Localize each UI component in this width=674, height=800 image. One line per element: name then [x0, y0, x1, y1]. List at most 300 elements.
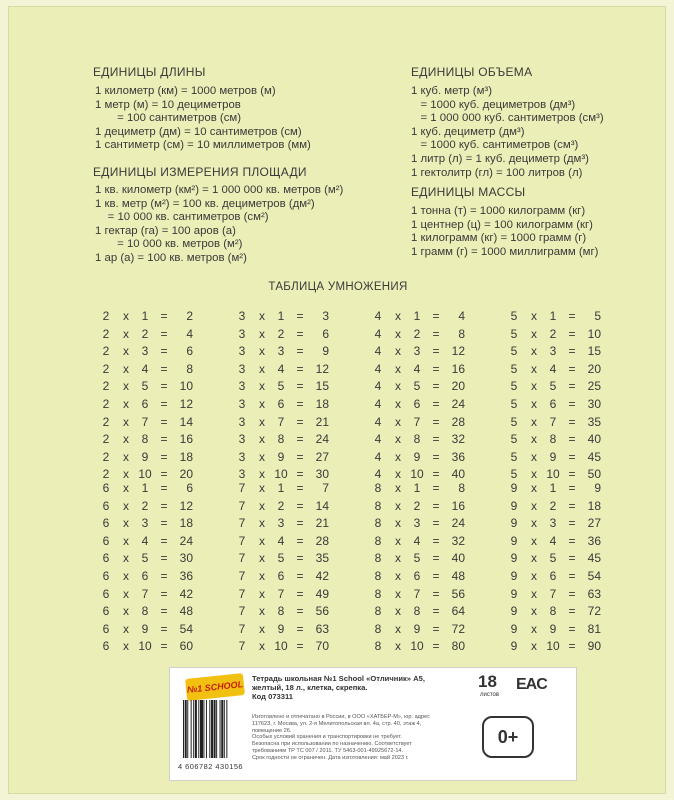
equals-sign: =	[160, 396, 168, 411]
multiplier: 3	[141, 516, 149, 531]
times-sign: x	[123, 467, 129, 482]
equals-sign: =	[296, 432, 304, 447]
equals-sign: =	[160, 449, 168, 464]
text-line: Безопасна при использовании по назначению. Соответствует	[252, 741, 412, 748]
multiplication-row	[101, 327, 197, 345]
multiplication-row	[509, 534, 605, 552]
multiplicand: 7	[238, 604, 246, 619]
text-line: 1 грамм (г) = 1000 миллиграмм (мг)	[411, 245, 599, 258]
length-units-title: ЕДИНИЦЫ ДЛИНЫ	[93, 65, 206, 79]
times-sign: x	[259, 516, 265, 531]
equals-sign: =	[296, 604, 304, 619]
equals-sign: =	[296, 379, 304, 394]
equals-sign: =	[568, 467, 576, 482]
equals-sign: =	[432, 467, 440, 482]
product: 48	[451, 568, 465, 583]
multiplier: 8	[549, 432, 557, 447]
equals-sign: =	[432, 533, 440, 548]
text-line: = 1000 куб. дециметров (дм³)	[411, 98, 576, 111]
multiplier: 10	[546, 639, 560, 654]
multiplicand: 6	[102, 568, 110, 583]
multiplicand: 4	[374, 414, 382, 429]
multiplicand: 6	[102, 604, 110, 619]
times-sign: x	[259, 498, 265, 513]
multiplicand: 4	[374, 344, 382, 359]
times-sign: x	[123, 361, 129, 376]
times-sign: x	[123, 498, 129, 513]
times-sign: x	[259, 309, 265, 323]
times-sign: x	[531, 396, 537, 411]
equals-sign: =	[568, 432, 576, 447]
text-line: 1 кв. километр (км²) = 1 000 000 кв. метров (м²)	[95, 184, 344, 196]
text-line: 1 метр (м) = 10 дециметров	[95, 98, 241, 111]
multiplier: 5	[413, 551, 421, 566]
multiplier: 1	[277, 309, 285, 323]
multiplicand: 8	[374, 533, 382, 548]
product: 27	[587, 516, 601, 531]
text-line: 117623, г. Москва, ул. 2-я Мелитопольская вл. 4а, стр. 40, этаж 4,	[252, 720, 422, 727]
multiplier: 1	[141, 309, 149, 323]
multiplier: 2	[413, 326, 421, 341]
multiplication-row	[373, 415, 469, 433]
product: 27	[315, 449, 329, 464]
multiplication-row	[101, 516, 197, 534]
multiplier: 6	[413, 396, 421, 411]
multiplication-row	[101, 534, 197, 552]
product: 81	[587, 621, 601, 636]
multiplier: 8	[141, 432, 149, 447]
equals-sign: =	[568, 604, 576, 619]
multiplier: 2	[277, 498, 285, 513]
multiplication-row	[237, 379, 333, 397]
times-sign: x	[259, 604, 265, 619]
multiplication-row	[237, 499, 333, 517]
multiplicand: 3	[238, 449, 246, 464]
multiplication-row	[101, 499, 197, 517]
times-table-5	[509, 309, 605, 485]
equals-sign: =	[296, 639, 304, 654]
product: 18	[179, 449, 193, 464]
multiplication-row	[373, 551, 469, 569]
product-label	[169, 667, 577, 781]
multiplier: 4	[277, 533, 285, 548]
multiplication-row	[509, 309, 605, 327]
times-sign: x	[123, 449, 129, 464]
multiplicand: 2	[102, 361, 110, 376]
multiplicand: 6	[102, 639, 110, 654]
text-line: 1 гектар (га) = 100 аров (а)	[95, 224, 236, 237]
times-sign: x	[123, 516, 129, 531]
equals-sign: =	[296, 467, 304, 482]
product: 12	[451, 344, 465, 359]
times-sign: x	[259, 568, 265, 583]
text-line: 1 километр (км) = 1000 метров (м)	[95, 85, 276, 97]
equals-sign: =	[160, 432, 168, 447]
text-line: = 1 000 000 куб. сантиметров (см³)	[411, 112, 604, 125]
times-sign: x	[123, 432, 129, 447]
product: 15	[315, 379, 329, 394]
multiplier: 5	[413, 379, 421, 394]
times-sign: x	[123, 326, 129, 341]
multiplicand: 5	[510, 326, 518, 341]
multiplication-row	[237, 309, 333, 327]
times-table-7	[237, 481, 333, 657]
multiplication-row	[373, 327, 469, 345]
product: 8	[458, 326, 465, 341]
multiplication-row	[373, 534, 469, 552]
times-sign: x	[123, 604, 129, 619]
times-sign: x	[123, 586, 129, 601]
product: 10	[179, 379, 193, 394]
equals-sign: =	[568, 621, 576, 636]
text-line: 1 килограмм (кг) = 1000 грамм (г)	[411, 232, 587, 245]
equals-sign: =	[432, 481, 440, 495]
product: 4	[458, 309, 465, 323]
multiplication-row	[101, 415, 197, 433]
product: 6	[186, 481, 193, 495]
multiplicand: 3	[238, 344, 246, 359]
multiplicand: 8	[374, 516, 382, 531]
product: 24	[315, 432, 329, 447]
times-sign: x	[395, 621, 401, 636]
multiplication-row	[373, 344, 469, 362]
multiplication-row	[237, 432, 333, 450]
product: 25	[587, 379, 601, 394]
times-sign: x	[123, 309, 129, 323]
equals-sign: =	[296, 396, 304, 411]
multiplier: 6	[277, 568, 285, 583]
equals-sign: =	[160, 344, 168, 359]
multiplier: 6	[277, 396, 285, 411]
multiplicand: 7	[238, 533, 246, 548]
product: 8	[458, 481, 465, 495]
multiplicand: 4	[374, 449, 382, 464]
product-title	[252, 674, 462, 702]
times-table-9	[509, 481, 605, 657]
multiplicand: 2	[102, 414, 110, 429]
multiplication-row	[373, 379, 469, 397]
times-sign: x	[531, 309, 537, 323]
multiplicand: 7	[238, 516, 246, 531]
equals-sign: =	[160, 498, 168, 513]
equals-sign: =	[296, 326, 304, 341]
multiplication-row	[237, 604, 333, 622]
product: 20	[587, 361, 601, 376]
multiplier: 1	[141, 481, 149, 495]
multiplication-row	[509, 622, 605, 640]
multiplication-row	[509, 499, 605, 517]
multiplication-row	[509, 362, 605, 380]
equals-sign: =	[568, 498, 576, 513]
equals-sign: =	[160, 414, 168, 429]
multiplier: 5	[141, 551, 149, 566]
multiplier: 10	[274, 467, 288, 482]
times-sign: x	[259, 586, 265, 601]
product: 63	[315, 621, 329, 636]
multiplication-row	[373, 450, 469, 468]
multiplicand: 9	[510, 621, 518, 636]
product: 14	[315, 498, 329, 513]
multiplication-row	[101, 379, 197, 397]
equals-sign: =	[160, 467, 168, 482]
multiplicand: 5	[510, 396, 518, 411]
times-sign: x	[395, 568, 401, 583]
times-sign: x	[395, 516, 401, 531]
multiplication-row	[509, 516, 605, 534]
equals-sign: =	[568, 344, 576, 359]
product: 15	[587, 344, 601, 359]
text-line: = 10 000 кв. сантиметров (см²)	[95, 211, 269, 224]
equals-sign: =	[296, 481, 304, 495]
equals-sign: =	[432, 344, 440, 359]
multiplicand: 5	[510, 449, 518, 464]
multiplication-row	[509, 551, 605, 569]
multiplication-row	[101, 551, 197, 569]
multiplicand: 6	[102, 551, 110, 566]
multiplier: 9	[549, 449, 557, 464]
multiplier: 4	[277, 361, 285, 376]
multiplication-row	[509, 450, 605, 468]
mass-units-title: ЕДИНИЦЫ МАССЫ	[411, 185, 526, 199]
product: 24	[451, 396, 465, 411]
multiplication-row	[237, 569, 333, 587]
text-line: требованиям ТР ТС 007 / 2011. ТУ 5463-001-49925672-14.	[252, 747, 404, 754]
equals-sign: =	[568, 533, 576, 548]
multiplier: 2	[413, 498, 421, 513]
multiplier: 4	[413, 533, 421, 548]
equals-sign: =	[568, 396, 576, 411]
equals-sign: =	[432, 621, 440, 636]
product: 24	[179, 533, 193, 548]
times-sign: x	[395, 639, 401, 654]
multiplier: 7	[277, 586, 285, 601]
multiplicand: 8	[374, 604, 382, 619]
equals-sign: =	[568, 379, 576, 394]
multiplicand: 8	[374, 568, 382, 583]
text-line: 1 куб. метр (м³)	[411, 85, 493, 97]
times-sign: x	[395, 326, 401, 341]
multiplicand: 8	[374, 481, 382, 495]
times-table-6	[101, 481, 197, 657]
multiplicand: 9	[510, 516, 518, 531]
times-sign: x	[123, 621, 129, 636]
times-sign: x	[259, 533, 265, 548]
text-line: 1 куб. дециметр (дм³)	[411, 125, 525, 138]
multiplier: 3	[549, 344, 557, 359]
multiplication-row	[101, 397, 197, 415]
multiplicand: 9	[510, 533, 518, 548]
equals-sign: =	[296, 361, 304, 376]
product: 18	[315, 396, 329, 411]
times-sign: x	[259, 481, 265, 495]
multiplication-row	[509, 604, 605, 622]
times-sign: x	[259, 361, 265, 376]
text-line: = 10 000 кв. метров (м²)	[95, 238, 243, 251]
sheets-label: листов	[480, 692, 500, 698]
multiplier: 8	[549, 604, 557, 619]
multiplier: 8	[413, 432, 421, 447]
equals-sign: =	[568, 414, 576, 429]
multiplier: 2	[141, 326, 149, 341]
product: 56	[315, 604, 329, 619]
product: 20	[179, 467, 193, 482]
equals-sign: =	[432, 551, 440, 566]
multiplication-row	[101, 622, 197, 640]
multiplier: 3	[277, 344, 285, 359]
multiplier: 7	[141, 586, 149, 601]
multiplication-row	[101, 569, 197, 587]
product: 10	[587, 326, 601, 341]
times-table-8	[373, 481, 469, 657]
product: 14	[179, 414, 193, 429]
product: 9	[594, 481, 601, 495]
equals-sign: =	[432, 361, 440, 376]
multiplier: 10	[138, 467, 152, 482]
product: 8	[186, 361, 193, 376]
multiplier: 2	[141, 498, 149, 513]
equals-sign: =	[432, 379, 440, 394]
multiplicand: 2	[102, 344, 110, 359]
multiplier: 10	[138, 639, 152, 654]
text-line: Изготовлено и отпечатано в России, в ООО «ХАТБЕР-М», юр. адрес	[252, 714, 430, 720]
multiplier: 7	[413, 414, 421, 429]
multiplicand: 4	[374, 379, 382, 394]
equals-sign: =	[296, 309, 304, 323]
multiplicand: 4	[374, 396, 382, 411]
multiplicand: 8	[374, 639, 382, 654]
multiplication-row	[373, 622, 469, 640]
multiplier: 9	[277, 449, 285, 464]
times-table-2	[101, 309, 197, 485]
times-sign: x	[531, 604, 537, 619]
product: 18	[587, 498, 601, 513]
text-line: Код 073311	[252, 692, 294, 702]
product: 54	[587, 568, 601, 583]
multiplication-row	[101, 481, 197, 499]
multiplication-row	[237, 622, 333, 640]
multiplicand: 5	[510, 432, 518, 447]
product: 7	[322, 481, 329, 495]
area-units-list	[95, 184, 343, 266]
product: 16	[451, 498, 465, 513]
area-units-title: ЕДИНИЦЫ ИЗМЕРЕНИЯ ПЛОЩАДИ	[93, 165, 307, 179]
multiplier: 7	[413, 586, 421, 601]
multiplication-table-title: ТАБЛИЦА УМНОЖЕНИЯ	[268, 281, 408, 293]
product: 21	[315, 516, 329, 531]
multiplication-row	[237, 344, 333, 362]
brand-logo: №1 SCHOOL	[185, 673, 245, 701]
multiplicand: 3	[238, 326, 246, 341]
multiplication-row	[373, 604, 469, 622]
multiplication-row	[509, 397, 605, 415]
text-line: Особых условий хранения и транспортировки не требует.	[252, 734, 402, 741]
multiplication-row	[101, 639, 197, 657]
multiplier: 10	[410, 639, 424, 654]
product: 35	[315, 551, 329, 566]
times-sign: x	[531, 432, 537, 447]
product: 6	[322, 326, 329, 341]
equals-sign: =	[568, 586, 576, 601]
multiplier: 4	[413, 361, 421, 376]
multiplication-row	[373, 639, 469, 657]
times-sign: x	[395, 586, 401, 601]
multiplication-row	[509, 379, 605, 397]
times-sign: x	[531, 551, 537, 566]
product: 32	[451, 533, 465, 548]
times-sign: x	[395, 379, 401, 394]
text-line: желтый, 18 л., клетка, скрепка.	[252, 683, 368, 693]
product: 56	[451, 586, 465, 601]
product: 48	[179, 604, 193, 619]
multiplication-row	[237, 516, 333, 534]
times-sign: x	[531, 498, 537, 513]
multiplication-row	[373, 481, 469, 499]
product: 72	[451, 621, 465, 636]
multiplicand: 2	[102, 309, 110, 323]
equals-sign: =	[296, 568, 304, 583]
equals-sign: =	[568, 449, 576, 464]
multiplicand: 9	[510, 498, 518, 513]
equals-sign: =	[160, 604, 168, 619]
equals-sign: =	[568, 639, 576, 654]
equals-sign: =	[432, 568, 440, 583]
equals-sign: =	[432, 604, 440, 619]
product: 70	[315, 639, 329, 654]
times-sign: x	[123, 344, 129, 359]
product: 42	[179, 586, 193, 601]
multiplication-row	[237, 534, 333, 552]
multiplicand: 5	[510, 361, 518, 376]
multiplier: 7	[141, 414, 149, 429]
equals-sign: =	[296, 498, 304, 513]
multiplicand: 5	[510, 467, 518, 482]
times-sign: x	[123, 533, 129, 548]
product: 63	[587, 586, 601, 601]
equals-sign: =	[160, 551, 168, 566]
times-sign: x	[531, 449, 537, 464]
multiplication-row	[237, 327, 333, 345]
times-sign: x	[531, 414, 537, 429]
equals-sign: =	[568, 516, 576, 531]
times-sign: x	[395, 467, 401, 482]
times-sign: x	[259, 467, 265, 482]
multiplication-row	[237, 397, 333, 415]
multiplier: 6	[549, 568, 557, 583]
multiplicand: 6	[102, 586, 110, 601]
times-sign: x	[395, 533, 401, 548]
age-rating-badge: 0+	[482, 716, 534, 758]
product: 12	[315, 361, 329, 376]
multiplicand: 4	[374, 309, 382, 323]
times-sign: x	[259, 326, 265, 341]
product: 21	[315, 414, 329, 429]
product: 30	[179, 551, 193, 566]
multiplicand: 5	[510, 309, 518, 323]
equals-sign: =	[296, 344, 304, 359]
multiplier: 3	[413, 344, 421, 359]
product: 20	[451, 379, 465, 394]
equals-sign: =	[160, 361, 168, 376]
multiplicand: 4	[374, 467, 382, 482]
equals-sign: =	[296, 551, 304, 566]
multiplication-row	[373, 499, 469, 517]
multiplier: 7	[277, 414, 285, 429]
times-sign: x	[123, 551, 129, 566]
multiplicand: 8	[374, 498, 382, 513]
multiplication-row	[373, 362, 469, 380]
equals-sign: =	[160, 621, 168, 636]
multiplier: 9	[141, 449, 149, 464]
